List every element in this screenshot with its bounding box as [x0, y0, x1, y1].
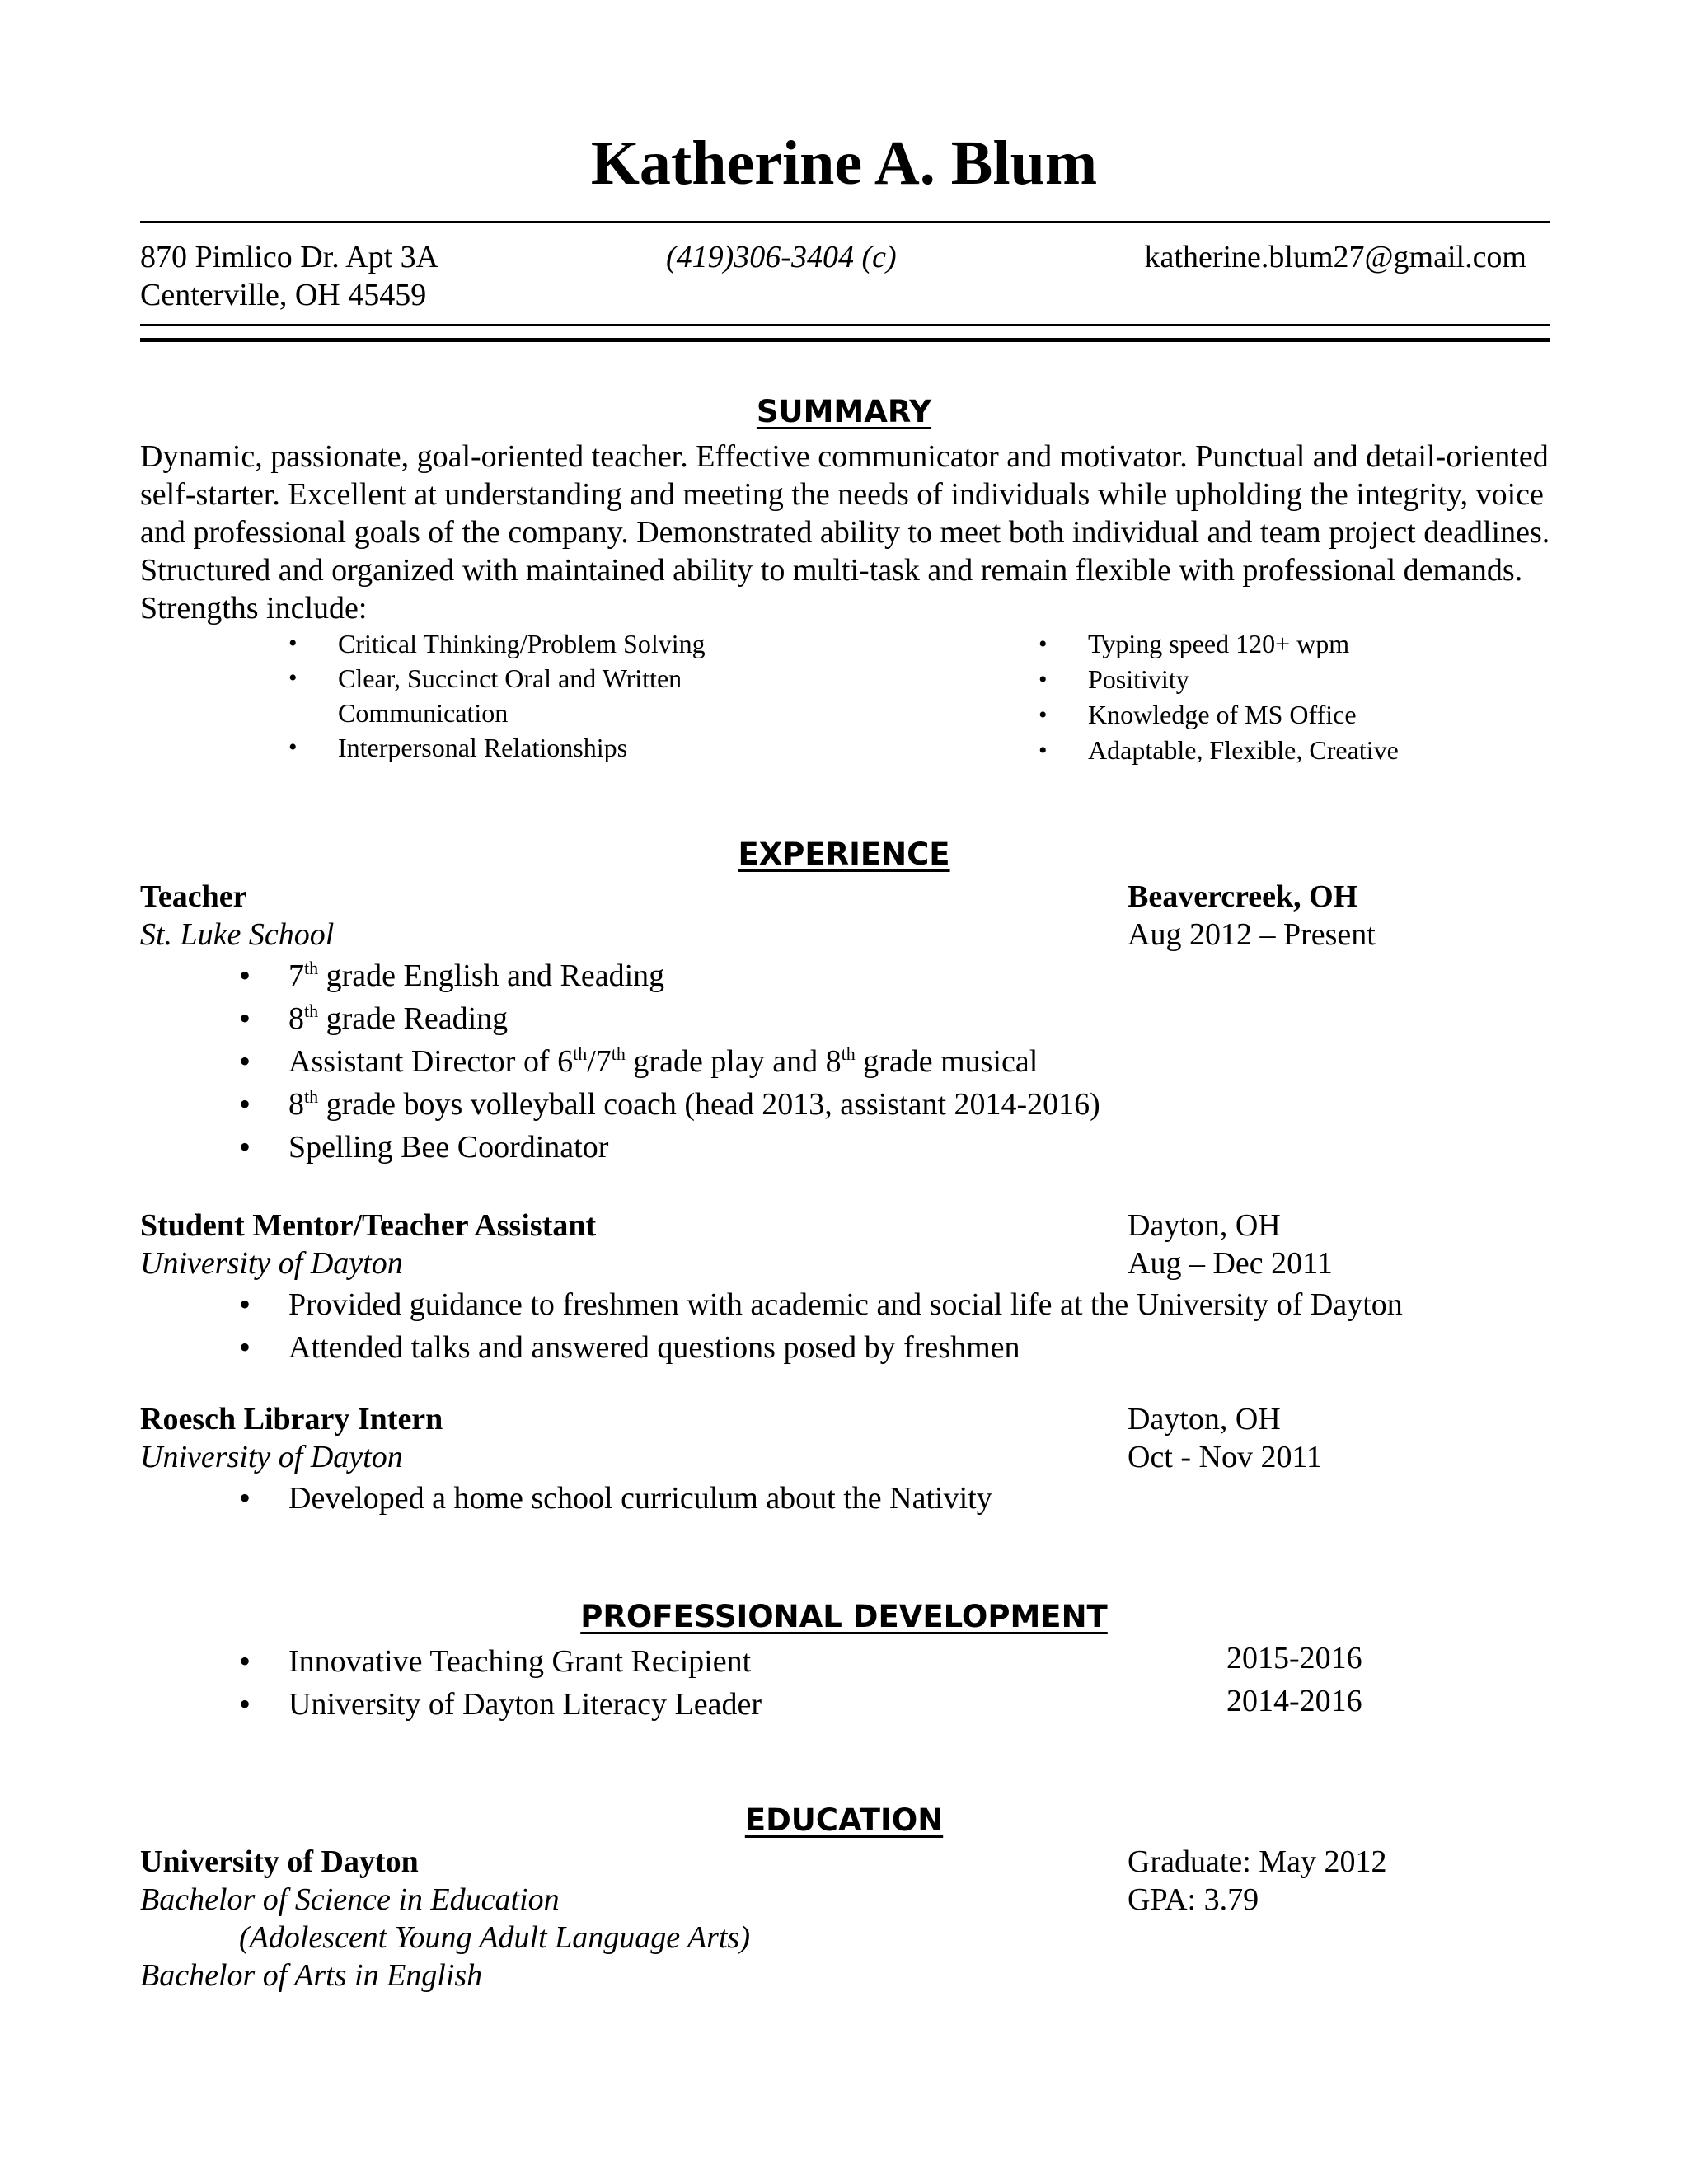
job-location: Dayton, OH — [1128, 1402, 1281, 1436]
list-item: • 7th grade English and Reading — [288, 954, 1100, 997]
job-title: Roesch Library Intern — [140, 1402, 443, 1436]
header-divider-top — [140, 221, 1550, 223]
job-organization: St. Luke School — [140, 917, 335, 952]
job-duties-list — [288, 954, 1100, 1169]
email-address: katherine.blum27@gmail.com — [1144, 240, 1526, 274]
job-dates: Aug 2012 – Present — [1128, 917, 1376, 952]
strengths-list-right — [1088, 626, 1500, 768]
candidate-name: Katherine A. Blum — [590, 129, 1098, 198]
list-item: • Interpersonal Relationships — [338, 730, 750, 765]
list-item: • Typing speed 120+ wpm — [1088, 626, 1500, 662]
summary-text: Dynamic, passionate, goal-oriented teacher. Effective communicator and motivator. Punctual and detail-oriented self-starter. Excellent at understanding and meeting the needs of individuals while upholding the integrity, voice and professional goals of the company. Demonstrated ability to meet both individual and team project deadlines. Structured and organized with maintained ability to multi-task and remain flexible with professional demands. Strengths include: — [140, 439, 1550, 626]
list-item: • University of Dayton Literacy Leader — [288, 1683, 762, 1726]
list-item: • 8th grade Reading — [288, 997, 1100, 1040]
section-heading-education: EDUCATION — [744, 1802, 944, 1838]
list-item: • Adaptable, Flexible, Creative — [1088, 733, 1500, 768]
section-heading-summary: SUMMARY — [756, 394, 932, 429]
list-item: • Spelling Bee Coordinator — [288, 1126, 1100, 1169]
header-divider-bottom — [140, 338, 1550, 342]
list-item: • Critical Thinking/Problem Solving — [338, 626, 750, 661]
degree: Bachelor of Science in Education — [140, 1882, 560, 1917]
job-organization: University of Dayton — [140, 1440, 403, 1474]
list-item: • 8th grade boys volleyball coach (head 2013, assistant 2014-2016) — [288, 1083, 1100, 1126]
address-line-1: 870 Pimlico Dr. Apt 3A — [140, 240, 439, 274]
section-heading-professional-development: PROFESSIONAL DEVELOPMENT — [580, 1599, 1108, 1634]
address-line-2: Centerville, OH 45459 — [140, 278, 427, 312]
phone-number: (419)306-3404 (c) — [666, 240, 897, 274]
school-name: University of Dayton — [140, 1844, 419, 1879]
section-heading-experience: EXPERIENCE — [738, 837, 950, 872]
job-title: Student Mentor/Teacher Assistant — [140, 1208, 597, 1243]
job-location: Dayton, OH — [1128, 1208, 1281, 1243]
job-title: Teacher — [140, 879, 247, 914]
job-dates: Aug – Dec 2011 — [1128, 1246, 1333, 1281]
job-dates: Oct - Nov 2011 — [1128, 1440, 1323, 1474]
job-duties-list — [288, 1283, 1403, 1369]
pd-years: 2015-2016 — [1226, 1641, 1362, 1675]
job-duties-list — [288, 1477, 992, 1520]
strengths-list-left — [338, 626, 750, 765]
list-item: • Developed a home school curriculum about the Nativity — [288, 1477, 992, 1520]
list-item: • Clear, Succinct Oral and Written Communication — [338, 661, 750, 730]
degree: Bachelor of Arts in English — [140, 1958, 483, 1993]
list-item: • Attended talks and answered questions posed by freshmen — [288, 1326, 1403, 1369]
degree-concentration: (Adolescent Young Adult Language Arts) — [239, 1920, 750, 1955]
list-item: • Assistant Director of 6th/7th grade play and 8th grade musical — [288, 1040, 1100, 1083]
list-item: • Innovative Teaching Grant Recipient — [288, 1640, 762, 1683]
gpa: GPA: 3.79 — [1128, 1882, 1259, 1917]
graduation-date: Graduate: May 2012 — [1128, 1844, 1387, 1879]
pd-years: 2014-2016 — [1226, 1684, 1362, 1718]
job-location: Beavercreek, OH — [1128, 879, 1358, 914]
professional-development-list — [288, 1640, 762, 1726]
list-item: • Positivity — [1088, 662, 1500, 697]
job-organization: University of Dayton — [140, 1246, 403, 1281]
list-item: • Knowledge of MS Office — [1088, 697, 1500, 733]
list-item: • Provided guidance to freshmen with academic and social life at the University of Dayton — [288, 1283, 1403, 1326]
header-divider-middle — [140, 324, 1550, 326]
